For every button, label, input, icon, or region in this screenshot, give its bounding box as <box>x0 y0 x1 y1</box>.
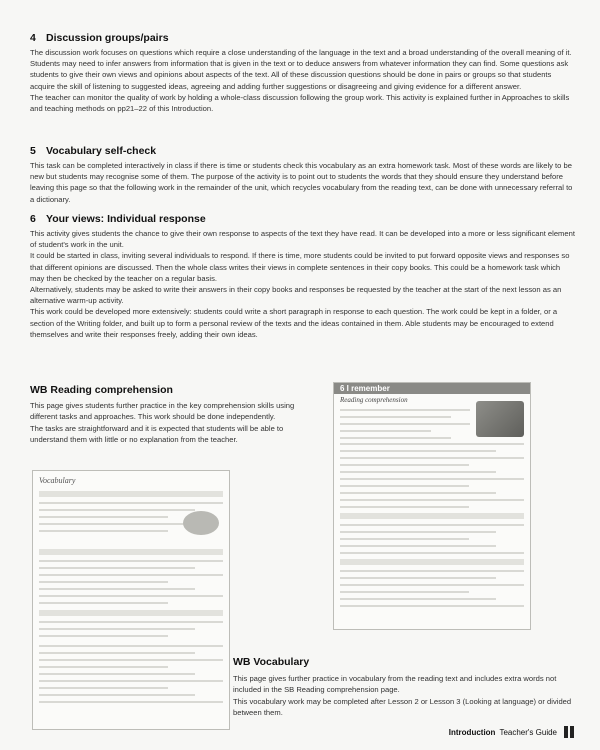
wb-vocabulary-paragraph: This vocabulary work may be completed after Lesson 2 or Lesson 3 (Looking at language) or divided between them. <box>233 697 572 718</box>
section-paragraph: The teacher can monitor the quality of work by holding a whole-class discussion following the group work. This activity is explained further in Approaches to skills and teaching methods on pp21–22 of this Introduction. <box>30 92 570 114</box>
section-heading: 4 Discussion groups/pairs <box>30 32 169 44</box>
wb-vocabulary-paragraph: This page gives further practice in vocabulary from the reading text and includes extra words not included in the SB Reading comprehension page. <box>233 674 557 695</box>
section-paragraph: This work could be developed more extensively: students could write a short paragraph in response to each question. The work could be kept in a folder, or a section of the Writing folder, and built up to form a personal review of the texts and the ideas contained in them. Able students may be encouraged to extend themselves and write their responses freely, adding their own ideas. <box>30 307 558 339</box>
photo-image <box>476 401 524 437</box>
section-paragraph: Alternatively, students may be asked to write their answers in their copy books and responses be requested by the teacher at the start of the next lesson as an alternative warm-up activity. <box>30 285 562 306</box>
section-paragraph: This task can be completed interactively in class if there is time or students check this vocabulary as an extra homework task. Most of these words are likely to be new but students may recognise some of them. The purpose of the activity is to point out to students the words that they should ensure they understand before leaving this page so that the following work in the remainder of the unit, which recycles vocabulary from the reading text, can be done with unnecessary referral to a dictionary. <box>30 161 573 204</box>
section-vocabulary-self-check <box>30 145 575 205</box>
section-your-views <box>30 213 575 340</box>
section-paragraph: This activity gives students the chance to give their own response to aspects of the text they have read. It can be developed into a more or less significant element of student's work in the unit. <box>30 229 575 250</box>
page-footer <box>449 726 574 738</box>
illustration-image <box>183 511 219 535</box>
section-paragraph: It could be started in class, inviting several individuals to respond. If there is time, more students could be invited to put forward opposite views and responses so that different opinions are discussed. Then the whole class writes their views in complete sentences in their copy books. This could be a homework task which may then be checked by the teacher on a regular basis. <box>30 251 570 283</box>
thumbnail-header: 6 I remember <box>334 383 530 394</box>
section-paragraph: The discussion work focuses on questions which require a close understanding of the language in the text and a broad understanding of the overall meaning of it. Students may need to infer answers from information that is given in the text or to deduce answers from whatever information they can find. Some questions ask students to give their own views and opinions about aspects of the text. All of these discussion questions should be done in pairs or groups so that students acquire the skill of listening to suggested ideas, agreeing and adding further suggestions or disagreeing and giving evidence for a different answer. <box>30 48 572 91</box>
section-heading: 6 Your views: Individual response <box>30 213 206 225</box>
section-discussion-groups <box>30 32 575 114</box>
thumbnail-title: Vocabulary <box>39 476 76 485</box>
section-heading: 5 Vocabulary self-check <box>30 145 157 157</box>
footer-guide: Teacher's Guide <box>499 727 557 737</box>
wb-reading-thumbnail <box>333 382 531 630</box>
page-number-mark <box>564 726 574 738</box>
wb-reading-heading: WB Reading comprehension <box>30 384 173 396</box>
footer-section: Introduction <box>448 727 496 737</box>
wb-reading-paragraph: The tasks are straightforward and it is expected that students will be able to understand them with little or no explanation from the teacher. <box>30 424 284 445</box>
wb-vocabulary-heading: WB Vocabulary <box>233 656 310 668</box>
wb-vocabulary-thumbnail <box>32 470 230 730</box>
thumbnail-subtitle: Reading comprehension <box>340 396 408 404</box>
wb-reading-paragraph: This page gives students further practice in the key comprehension skills using different tasks and approaches. This work should be done independently. <box>30 401 295 422</box>
